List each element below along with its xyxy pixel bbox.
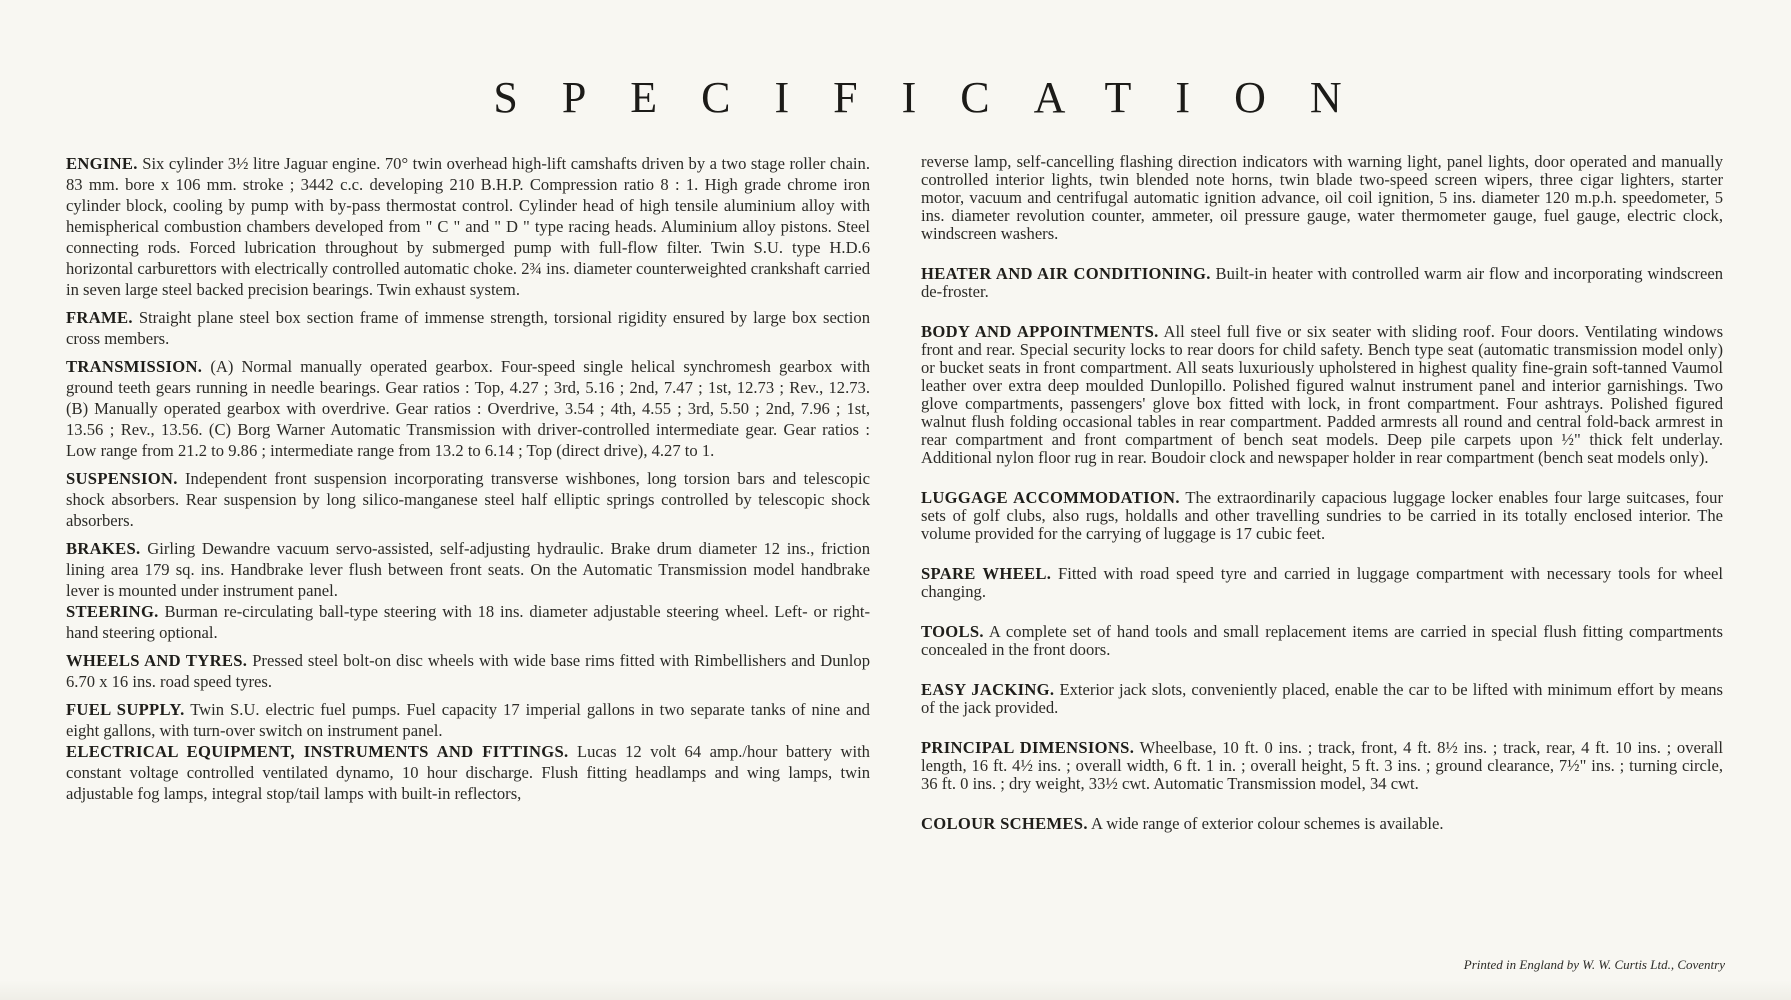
spec-heading: FRAME. [66, 308, 133, 327]
spec-brakes [66, 538, 870, 601]
spec-text: Wheelbase, 10 ft. 0 ins. ; track, front, 4 ft. 8½ ins. ; track, rear, 4 ft. 10 ins. ; overall length, 16 ft. 4½ ins. ; overall width, 6 ft. 1 in. ; overall height, 5 ft. 3 ins. ; ground clearance, 7½" ins. ; turning circle, 36 ft. 0 ins. ; dry weight, 33½ cwt. Automatic Transmission model, 34 cwt. [921, 738, 1723, 793]
spec-text: A wide range of exterior colour schemes is available. [1091, 814, 1444, 833]
page-title: SPECIFICATION [493, 73, 1386, 122]
spec-fuel-supply [66, 699, 870, 741]
spec-transmission [66, 356, 870, 461]
spec-text: Independent front suspension incorporating transverse wishbones, long torsion bars and telescopic shock absorbers. Rear suspension by long silico-manganese steel half elliptic springs controlled by telescopic shock absorbers. [66, 469, 871, 530]
spec-text: All steel full five or six seater with sliding roof. Four doors. Ventilating windows front and rear. Special security locks to rear doors for child safety. Bench type seat (automatic transmission model only) or bucket seats in front compartment. All seats luxuriously upholstered in highest quality fine-grain soft-tanned Vaumol leather over extra deep moulded Dunlopillo. Polished figured walnut instrument panel and interior garnishings. Two glove compartments, passengers' glove box fitted with lock, in front compartment. Four ashtrays. Polished figured walnut flush folding occasional tables in rear compartment. Padded armrests all round and central fold-back armrest in rear compartment and front compartment of bench seat models. Deep pile carpets upon ½" thick felt underlay. Additional nylon floor rug in rear. Boudoir clock and newspaper holder in rear compartment (bench seat models only). [921, 322, 1724, 467]
spec-heading: ELECTRICAL EQUIPMENT, INSTRUMENTS AND FITTINGS. [66, 742, 569, 761]
spec-electrical [66, 741, 870, 804]
spec-heading: ENGINE. [66, 154, 138, 173]
spec-heading: SPARE WHEEL. [921, 564, 1052, 583]
spec-engine [66, 153, 870, 300]
spec-heading: PRINCIPAL DIMENSIONS. [921, 738, 1135, 757]
spec-heading: FUEL SUPPLY. [66, 700, 185, 719]
spec-text: Fitted with road speed tyre and carried in luggage compartment with necessary tools for wheel changing. [921, 564, 1723, 601]
spec-text: Girling Dewandre vacuum servo-assisted, self-adjusting hydraulic. Brake drum diameter 12 ins., friction lining area 179 sq. ins. Handbrake lever flush between front seats. On the Automatic Transmission model handbrake lever is mounted under instrument panel. [66, 539, 870, 600]
spec-text: The extraordinarily capacious luggage locker enables four large suitcases, four sets of golf clubs, also rugs, holdalls and other travelling sundries to be carried in its totally enclosed interior. The volume provided for the carrying of luggage is 17 cubic feet. [921, 488, 1723, 543]
spec-suspension [66, 468, 870, 531]
spec-text: reverse lamp, self-cancelling flashing direction indicators with warning light, panel lights, door operated and manually controlled interior lights, twin blended note horns, twin blade two-speed screen wipers, three cigar lighters, starter motor, vacuum and centrifugal automatic ignition advance, oil coil ignition, 5 ins. diameter 120 m.p.h. speedometer, 5 ins. diameter revolution counter, ammeter, oil pressure gauge, water thermometer gauge, fuel gauge, electric clock, windscreen washers. [921, 152, 1723, 243]
spec-heading: BRAKES. [66, 539, 141, 558]
spec-electrical-continued [921, 153, 1723, 243]
spec-heading: COLOUR SCHEMES. [921, 814, 1088, 833]
spec-heading: HEATER AND AIR CONDITIONING. [921, 264, 1211, 283]
spec-wheels-tyres [66, 650, 870, 692]
spec-body-appointments [921, 323, 1723, 467]
right-column [921, 153, 1723, 855]
spec-text: Twin S.U. electric fuel pumps. Fuel capacity 17 imperial gallons in two separate tanks of nine and eight gallons, with turn-over switch on instrument panel. [66, 700, 870, 740]
spec-text: Built-in heater with controlled warm air flow and incorporating windscreen de-froster. [921, 264, 1723, 301]
spec-heading: EASY JACKING. [921, 680, 1055, 699]
spec-text: A complete set of hand tools and small replacement items are carried in special flush fitting compartments concealed in the front doors. [921, 622, 1724, 659]
printer-credit: Printed in England by W. W. Curtis Ltd., Coventry [1463, 957, 1725, 972]
page-fold-edge [0, 980, 1791, 1000]
spec-heading: BODY AND APPOINTMENTS. [921, 322, 1159, 341]
spec-text: Burman re-circulating ball-type steering with 18 ins. diameter adjustable steering wheel. Left- or right-hand steering optional. [66, 602, 870, 642]
spec-colour-schemes [921, 815, 1723, 833]
spec-text: Exterior jack slots, conveniently placed, enable the car to be lifted with minimum effort by means of the jack provided. [921, 680, 1723, 717]
spec-text: Lucas 12 volt 64 amp./hour battery with constant voltage controlled ventilated dynamo, 10 hour discharge. Flush fitting headlamps and wing lamps, twin adjustable fog lamps, integral stop/tail lamps with built-in reflectors, [66, 742, 870, 803]
spec-heading: STEERING. [66, 602, 159, 621]
spec-dimensions [921, 739, 1723, 793]
spec-frame [66, 307, 870, 349]
spec-easy-jacking [921, 681, 1723, 717]
spec-heading: SUSPENSION. [66, 469, 178, 488]
spec-spare-wheel [921, 565, 1723, 601]
spec-heading: LUGGAGE ACCOMMODATION. [921, 488, 1180, 507]
spec-heading: TOOLS. [921, 622, 984, 641]
spec-text: Six cylinder 3½ litre Jaguar engine. 70° twin overhead high-lift camshafts driven by a two stage roller chain. 83 mm. bore x 106 mm. stroke ; 3442 c.c. developing 210 B.H.P. Compression ratio 8 : 1. High grade chrome iron cylinder block, cooling by pump with by-pass thermostat control. Cylinder head of high tensile aluminium alloy with hemispherical combustion chambers developed from " C " and " D " type racing heads. Aluminium alloy pistons. Steel connecting rods. Forced lubrication throughout by submerged pump with full-flow filter. Twin S.U. type H.D.6 horizontal carburettors with electrically controlled automatic choke. 2¾ ins. diameter counterweighted crankshaft carried in seven large steel backed precision bearings. Twin exhaust system. [66, 154, 871, 299]
spec-luggage [921, 489, 1723, 543]
left-column [66, 153, 870, 811]
spec-text: Pressed steel bolt-on disc wheels with wide base rims fitted with Rimbellishers and Dunlop 6.70 x 16 ins. road speed tyres. [66, 651, 870, 691]
spec-heading: WHEELS AND TYRES. [66, 651, 248, 670]
spec-steering [66, 601, 870, 643]
spec-tools [921, 623, 1723, 659]
spec-text: (A) Normal manually operated gearbox. Four-speed single helical synchromesh gearbox with ground teeth gears running in needle bearings. Gear ratios : Top, 4.27 ; 3rd, 5.16 ; 2nd, 7.47 ; 1st, 12.73 ; Rev., 12.73. (B) Manually operated gearbox with overdrive. Gear ratios : Overdrive, 3.54 ; 4th, 4.55 ; 3rd, 5.50 ; 2nd, 7.96 ; 1st, 13.56 ; Rev., 13.56. (C) Borg Warner Automatic Transmission with driver-controlled intermediate gear. Gear ratios : Low range from 21.2 to 9.86 ; intermediate range from 13.2 to 6.14 ; Top (direct drive), 4.27 to 1. [66, 357, 870, 460]
spec-heading: TRANSMISSION. [66, 357, 203, 376]
spec-text: Straight plane steel box section frame of immense strength, torsional rigidity ensured by large box section cross members. [66, 308, 870, 348]
spec-heater [921, 265, 1723, 301]
